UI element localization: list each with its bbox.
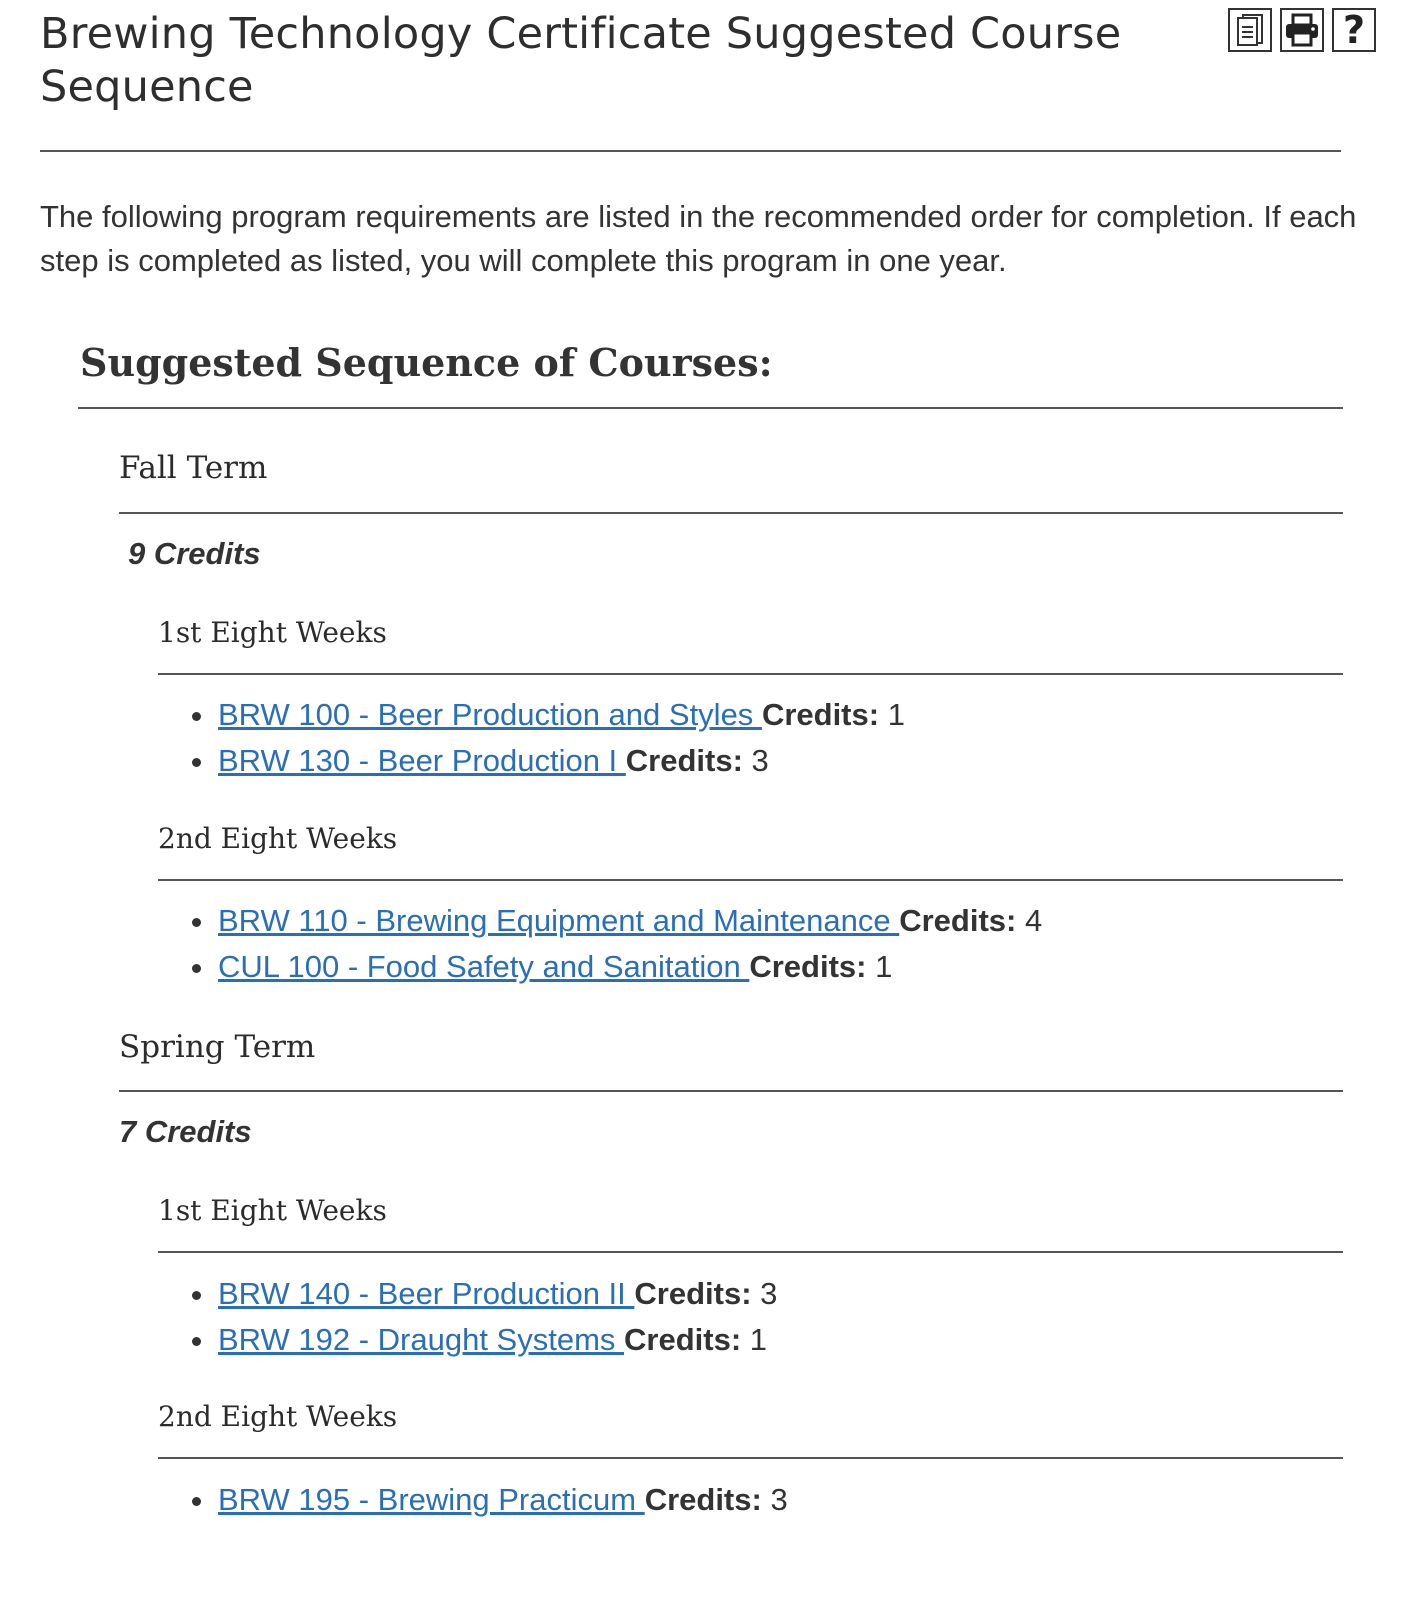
- spring-second-courses: [192, 1477, 788, 1523]
- list-item: [192, 1317, 777, 1363]
- credits-value: 3: [742, 743, 769, 778]
- fall-first-eight-weeks: 1st Eight Weeks: [158, 616, 387, 649]
- title-divider: [40, 150, 1341, 152]
- print-button[interactable]: [1280, 8, 1324, 52]
- fall-credits: 9 Credits: [128, 536, 261, 571]
- spring-term-heading: Spring Term: [119, 1029, 316, 1065]
- credits-label: Credits:: [899, 903, 1017, 938]
- credits-value: 1: [741, 1322, 768, 1357]
- course-link-brw-130[interactable]: BRW 130 - Beer Production I: [218, 743, 626, 778]
- page-toolbar: [1228, 8, 1376, 52]
- course-link-brw-192[interactable]: BRW 192 - Draught Systems: [218, 1322, 625, 1357]
- list-item: [192, 692, 905, 738]
- spring-first-courses: [192, 1271, 777, 1363]
- document-button[interactable]: [1228, 8, 1272, 52]
- fall-first-divider: [158, 673, 1343, 675]
- fall-term-heading: Fall Term: [119, 450, 268, 486]
- page-title: Brewing Technology Certificate Suggested Course Sequence: [40, 9, 1122, 112]
- fall-second-divider: [158, 879, 1343, 881]
- list-item: [192, 944, 1042, 990]
- spring-second-eight-weeks: 2nd Eight Weeks: [158, 1400, 398, 1433]
- sequence-divider: [78, 407, 1343, 409]
- course-link-cul-100[interactable]: CUL 100 - Food Safety and Sanitation: [218, 949, 750, 984]
- credits-label: Credits:: [634, 1276, 752, 1311]
- spring-first-divider: [158, 1251, 1343, 1253]
- credits-label: Credits:: [624, 1322, 742, 1357]
- sequence-heading: Suggested Sequence of Courses:: [80, 340, 773, 385]
- credits-label: Credits:: [749, 949, 867, 984]
- print-icon: [1284, 13, 1320, 47]
- spring-first-eight-weeks: 1st Eight Weeks: [158, 1194, 387, 1227]
- credits-value: 3: [751, 1276, 778, 1311]
- course-link-brw-100[interactable]: BRW 100 - Beer Production and Styles: [218, 697, 762, 732]
- course-link-brw-110[interactable]: BRW 110 - Brewing Equipment and Maintenance: [218, 903, 900, 938]
- credits-label: Credits:: [644, 1482, 762, 1517]
- spring-second-divider: [158, 1457, 1343, 1459]
- credits-value: 4: [1016, 903, 1043, 938]
- fall-second-eight-weeks: 2nd Eight Weeks: [158, 822, 398, 855]
- help-button[interactable]: [1332, 8, 1376, 52]
- fall-first-courses: [192, 692, 905, 784]
- credits-value: 1: [866, 949, 893, 984]
- spring-term-divider: [119, 1090, 1343, 1092]
- credits-label: Credits:: [625, 743, 743, 778]
- intro-text: The following program requirements are listed in the recommended order for completion. If each step is completed as listed, you will complete this program in one year.: [40, 199, 1357, 278]
- list-item: [192, 1477, 788, 1523]
- course-link-brw-140[interactable]: BRW 140 - Beer Production II: [218, 1276, 635, 1311]
- credits-value: 3: [761, 1482, 788, 1517]
- list-item: [192, 738, 905, 784]
- list-item: [192, 1271, 777, 1317]
- fall-term-divider: [119, 512, 1343, 514]
- credits-value: 1: [879, 697, 905, 732]
- fall-second-courses: [192, 898, 1042, 990]
- list-item: [192, 898, 1042, 944]
- spring-credits: 7 Credits: [119, 1114, 252, 1149]
- document-icon: [1235, 13, 1265, 47]
- help-icon: ?: [1342, 8, 1366, 52]
- course-link-brw-195[interactable]: BRW 195 - Brewing Practicum: [218, 1482, 645, 1517]
- credits-label: Credits:: [761, 697, 880, 732]
